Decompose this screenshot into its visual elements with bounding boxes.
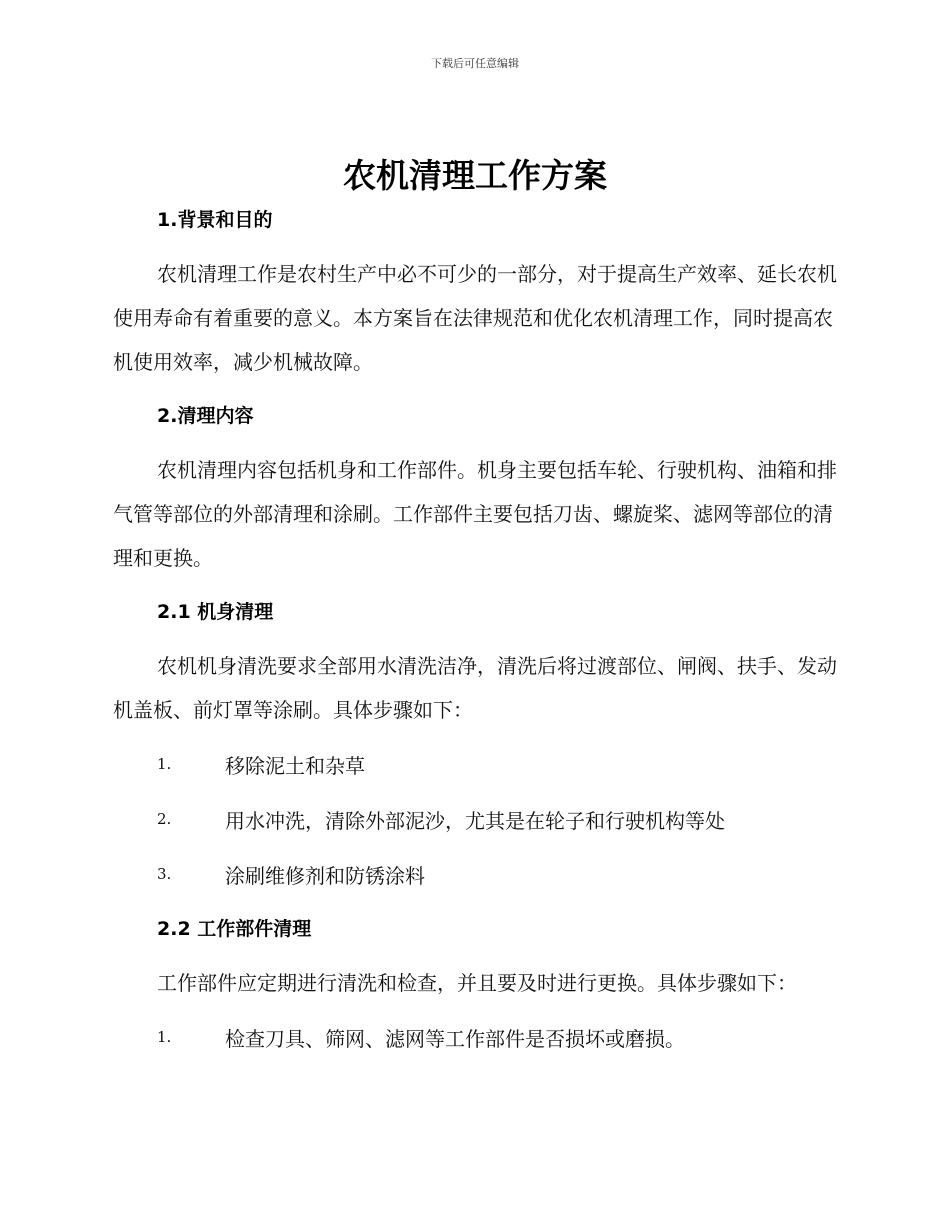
list-number: 1. (157, 755, 172, 773)
list-number: 1. (157, 1028, 172, 1046)
list-number: 2. (157, 810, 172, 828)
section-paragraph: 农机清理工作是农村生产中必不可少的一部分，对于提高生产效率、延长农机使用寿命有着重要的意义。本方案旨在法律规范和优化农机清理工作，同时提高农机使用效率，减少机械故障。 (113, 262, 837, 374)
document-title: 农机清理工作方案 (343, 156, 607, 195)
section-body-cleaning (113, 590, 838, 896)
list-item (113, 797, 838, 841)
section-parts-cleaning (113, 907, 838, 1059)
section-cleaning-content (113, 394, 838, 580)
section-background (113, 198, 838, 384)
section-paragraph: 工作部件应定期进行清洗和检查，并且要及时进行更换。具体步骤如下： (157, 971, 797, 995)
section-heading: 1.背景和目的 (157, 209, 273, 231)
section-paragraph: 农机机身清洗要求全部用水清洗洁净，清洗后将过渡部位、闸阀、扶手、发动机盖板、前灯罩等涂刷。具体步骤如下： (113, 654, 837, 722)
list-item (113, 852, 838, 896)
list-text: 检查刀具、筛网、滤网等工作部件是否损坏或磨损。 (225, 1026, 685, 1051)
section-heading: 2.2 工作部件清理 (157, 918, 312, 940)
list-text: 涂刷维修剂和防锈涂料 (225, 863, 425, 888)
list-text: 用水冲洗，清除外部泥沙，尤其是在轮子和行驶机构等处 (225, 808, 725, 833)
header-note: 下载后可任意编辑 (431, 57, 519, 70)
section-heading: 2.1 机身清理 (157, 601, 274, 623)
list-number: 3. (157, 865, 172, 883)
section-heading: 2.清理内容 (157, 405, 254, 427)
section-paragraph: 农机清理内容包括机身和工作部件。机身主要包括车轮、行驶机构、油箱和排气管等部位的外部清理和涂刷。工作部件主要包括刀齿、螺旋桨、滤网等部位的清理和更换。 (113, 458, 837, 570)
list-text: 移除泥土和杂草 (225, 753, 365, 778)
document-body (113, 198, 838, 1070)
list-item (113, 742, 838, 786)
list-item (113, 1015, 838, 1059)
